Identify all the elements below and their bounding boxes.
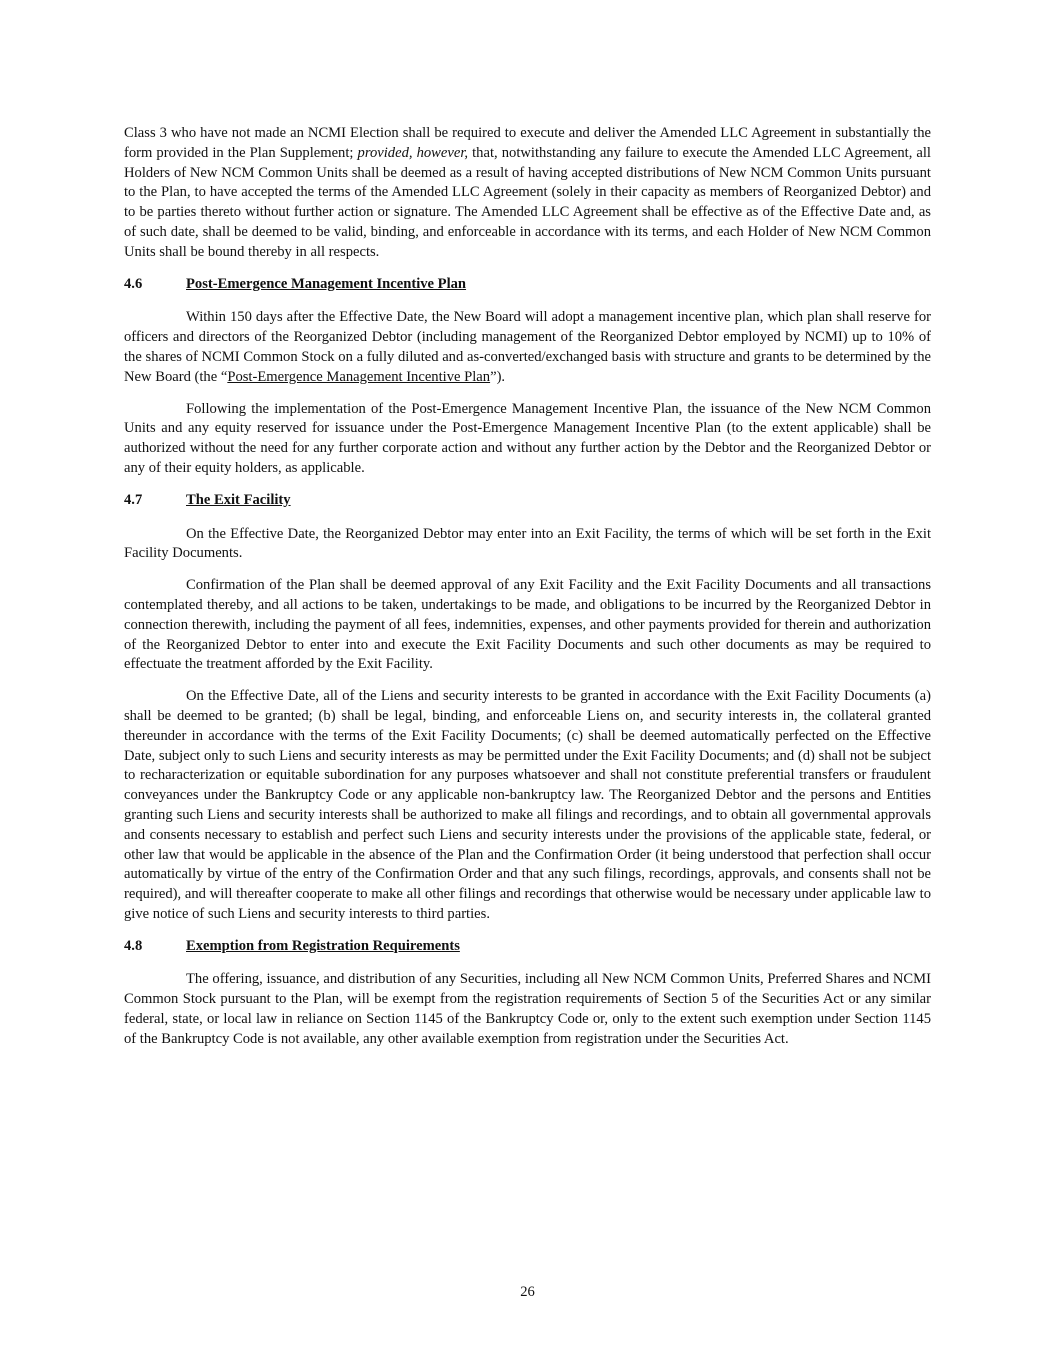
text-run: ”). [490, 368, 506, 385]
section-title: Post-Emergence Management Incentive Plan [186, 275, 467, 292]
document-page [124, 124, 931, 1062]
section-title: The Exit Facility [186, 491, 291, 508]
section-heading-4-6 [124, 275, 931, 295]
section-heading-4-7 [124, 491, 931, 511]
section-heading-4-8 [124, 937, 931, 957]
page-number: 26 [520, 1284, 535, 1300]
text-run: Within 150 days after the Effective Date, the New Board will adopt a management incentive plan, which plan shall reserve for officers and directors of the Reorganized Debtor (including management of the Reorganized Debtor employed by NCMI) up to 10% of the shares of NCMI Common Stock on a fully diluted and as-converted/exchanged basis with structure and grants to be determined by the New Board (the “ [124, 309, 931, 385]
section-number: 4.8 [124, 937, 143, 954]
paragraph-exit-facility-approval: Confirmation of the Plan shall be deemed approval of any Exit Facility and the Exit Facility Documents and all transactions contemplated thereby, and all actions to be taken, undertakings to be made, and obligations to be incurred by the Reorganized Debtor in connection therewith, including the payment of all fees, indemnities, expenses, and other payments provided for therein and authorization of the Reorganized Debtor to enter into and execute the Exit Facility Documents and such other documents as may be required to effectuate the treatment afforded by the Exit Facility. [124, 577, 931, 673]
defined-term: Post-Emergence Management Incentive Plan [227, 368, 491, 385]
section-number: 4.6 [124, 275, 143, 292]
section-title: Exemption from Registration Requirements [186, 937, 460, 954]
paragraph-registration-exemption: The offering, issuance, and distribution of any Securities, including all New NCM Common Units, Preferred Shares and NCMI Common Stock pursuant to the Plan, will be exempt from the registration requirements of Section 5 of the Securities Act or any similar federal, state, or local law in reliance on Section 1145 of the Bankruptcy Code or, only to the extent such exemption under Section 1145 of the Bankruptcy Code is not available, any other available exemption from registration under the Securities Act. [124, 971, 931, 1047]
text-run: Class 3 who have not made an NCMI Election shall be required to execute and deliver the Amended LLC Agreement in substantially the form provided in the Plan Supplement; [124, 125, 931, 161]
section-number: 4.7 [124, 491, 143, 508]
paragraph-amended-llc-agreement [124, 124, 931, 263]
paragraph-mip-adoption [124, 308, 931, 387]
paragraph-mip-implementation: Following the implementation of the Post-Emergence Management Incentive Plan, the issuance of the New NCM Common Units and any equity reserved for issuance under the Post-Emergence Management Incentive Plan (to the extent applicable) shall be authorized without the need for any further corporate action and without any further action by the Debtor and the Reorganized Debtor or any of their equity holders, as applicable. [124, 400, 931, 476]
paragraph-liens-security-interests: On the Effective Date, all of the Liens and security interests to be granted in accordance with the Exit Facility Documents (a) shall be deemed to be granted; (b) shall be legal, binding, and enforceable Liens on, and security interests in, the collateral granted thereunder in accordance with the terms of the Exit Facility Documents; (c) shall be deemed automatically perfected on the Effective Date, subject only to such Liens and security interests as may be permitted under the Exit Facility Documents; and (d) shall not be subject to recharacterization or equitable subordination for any purposes whatsoever and shall not constitute preferential transfers or fraudulent conveyances under the Bankruptcy Code or any applicable non-bankruptcy law. The Reorganized Debtor and the persons and Entities granting such Liens and security interests shall be authorized to make all filings and recordings, and to obtain all governmental approvals and consents necessary to establish and perfect such Liens and security interests under the provisions of the applicable state, federal, or other law that would be applicable in the absence of the Plan and the Confirmation Order (it being understood that perfection shall occur automatically by virtue of the entry of the Confirmation Order and that any such filings, recordings, approvals, and consents shall not be required), and will thereafter cooperate to make all other filings and recordings that otherwise would be necessary under applicable law to give notice of such Liens and security interests to third parties. [124, 688, 931, 922]
paragraph-exit-facility-entry: On the Effective Date, the Reorganized Debtor may enter into an Exit Facility, the terms of which will be set forth in the Exit Facility Documents. [124, 525, 931, 562]
text-run: that, notwithstanding any failure to execute the Amended LLC Agreement, all Holders of New NCM Common Units shall be deemed as a result of having accepted distributions of New NCM Common Units pursuant to the Plan, to have accepted the terms of the Amended LLC Agreement (solely in their capacity as members of Reorganized Debtor) and to be parties thereto without further action or signature. The Amended LLC Agreement shall be effective as of the Effective Date and, as of such date, shall be deemed to be valid, binding, and enforceable in accordance with its terms, and each Holder of New NCM Common Units shall be bound thereby in all respects. [124, 144, 931, 260]
italic-text-run: provided, however, [357, 144, 469, 161]
